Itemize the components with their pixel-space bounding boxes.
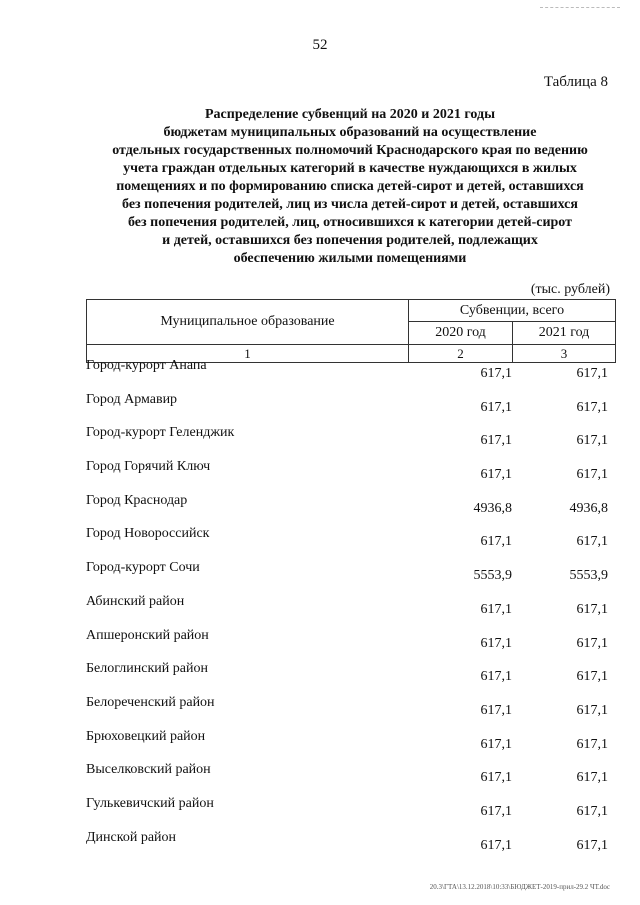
- municipality-name: Гулькевичский район: [86, 795, 214, 811]
- title-line: бюджетам муниципальных образований на осуществление: [163, 125, 537, 140]
- value-2020: 617,1: [480, 736, 512, 752]
- table-row: [0, 390, 640, 424]
- municipality-name: Город Армавир: [86, 391, 178, 407]
- title-line: обеспечению жилыми помещениями: [233, 251, 467, 266]
- units-label: (тыс. рублей): [530, 282, 610, 297]
- municipality-name: Город-курорт Геленджик: [86, 425, 235, 441]
- title-line: Распределение субвенций на 2020 и 2021 годы: [205, 107, 495, 122]
- value-2020: 617,1: [480, 534, 512, 550]
- value-2020: 617,1: [480, 702, 512, 718]
- value-2021: 617,1: [576, 803, 608, 819]
- value-2021: 617,1: [576, 433, 608, 449]
- table-row: [0, 524, 640, 558]
- table-row: [0, 356, 640, 390]
- value-2021: 617,1: [576, 366, 608, 381]
- table-row: [0, 592, 640, 626]
- value-2020: 617,1: [480, 803, 512, 819]
- title-line: учета граждан отдельных категорий в качестве нуждающихся в жилых: [123, 161, 577, 176]
- value-2021: 617,1: [576, 635, 608, 651]
- title-line: отдельных государственных полномочий Краснодарского края по ведению: [112, 143, 588, 158]
- value-2021: 5553,9: [569, 568, 608, 584]
- table-row: [0, 491, 640, 525]
- municipality-name: Динской район: [86, 829, 177, 845]
- value-2021: 617,1: [576, 669, 608, 685]
- table-row: [0, 760, 640, 794]
- table-header: [86, 299, 616, 363]
- value-2020: 4936,8: [473, 500, 512, 516]
- table-row: [0, 457, 640, 491]
- municipality-name: Город Новороссийск: [86, 526, 210, 542]
- municipality-name: Абинский район: [86, 593, 185, 609]
- municipality-name: Выселковский район: [86, 762, 211, 778]
- value-2020: 617,1: [480, 669, 512, 685]
- value-2020: 617,1: [480, 366, 512, 381]
- header-year-2021: 2021 год: [538, 325, 590, 340]
- header-year-2020: 2020 год: [409, 322, 513, 344]
- title-line: без попечения родителей, лиц, относившихся к категории детей-сирот: [127, 215, 573, 230]
- value-2021: 617,1: [576, 770, 608, 786]
- value-2020: 5553,9: [473, 568, 512, 584]
- table-row: [0, 423, 640, 457]
- municipality-name: Брюховецкий район: [86, 728, 206, 744]
- value-2020: 617,1: [480, 433, 512, 449]
- table-body: [0, 356, 640, 861]
- value-2020: 617,1: [480, 467, 512, 483]
- column-number: 3: [560, 346, 568, 361]
- header-subventions-total: Субвенции, всего: [409, 300, 615, 322]
- column-number: 2: [409, 345, 513, 363]
- table-row: [0, 727, 640, 761]
- municipality-name: Белореченский район: [86, 694, 215, 710]
- header-municipality: Муниципальное образование: [87, 300, 409, 344]
- municipality-name: Белоглинский район: [86, 661, 208, 677]
- title-line: и детей, оставшихся без попечения родителей, подлежащих: [162, 233, 538, 248]
- document-title: [80, 106, 620, 268]
- table-label: Таблица 8: [543, 74, 608, 90]
- value-2021: 617,1: [576, 534, 608, 550]
- value-2020: 617,1: [480, 635, 512, 651]
- value-2021: 617,1: [576, 702, 608, 718]
- value-2020: 617,1: [480, 399, 512, 415]
- value-2021: 617,1: [576, 467, 608, 483]
- value-2021: 617,1: [576, 837, 608, 853]
- value-2021: 617,1: [576, 736, 608, 752]
- value-2021: 4936,8: [569, 500, 608, 516]
- value-2020: 617,1: [480, 601, 512, 617]
- municipality-name: Город-курорт Анапа: [86, 358, 207, 373]
- footer-file-code: 20.3\ГТА\13.12.2018\10:33\БЮДЖЕТ-2019-прил-29.2 ЧТ.doc: [429, 883, 610, 891]
- municipality-name: Город Горячий Ключ: [86, 459, 211, 475]
- value-2021: 617,1: [576, 601, 608, 617]
- table-row: [0, 626, 640, 660]
- column-number: 1: [87, 345, 409, 363]
- municipality-name: Апшеронский район: [86, 627, 209, 643]
- value-2020: 617,1: [480, 837, 512, 853]
- title-line: помещениях и по формированию списка детей-сирот и детей, оставшихся: [116, 179, 584, 194]
- table-row: [0, 828, 640, 862]
- table-row: [0, 794, 640, 828]
- title-line: без попечения родителей, лиц из числа детей-сирот и детей, оставшихся: [122, 197, 578, 212]
- value-2021: 617,1: [576, 399, 608, 415]
- municipality-name: Город-курорт Сочи: [86, 560, 200, 576]
- municipality-name: Город Краснодар: [86, 492, 188, 508]
- table-row: [0, 659, 640, 693]
- table-row: [0, 558, 640, 592]
- page-number: 52: [312, 37, 328, 53]
- value-2020: 617,1: [480, 770, 512, 786]
- scan-edge-mark: [540, 7, 620, 8]
- table-row: [0, 693, 640, 727]
